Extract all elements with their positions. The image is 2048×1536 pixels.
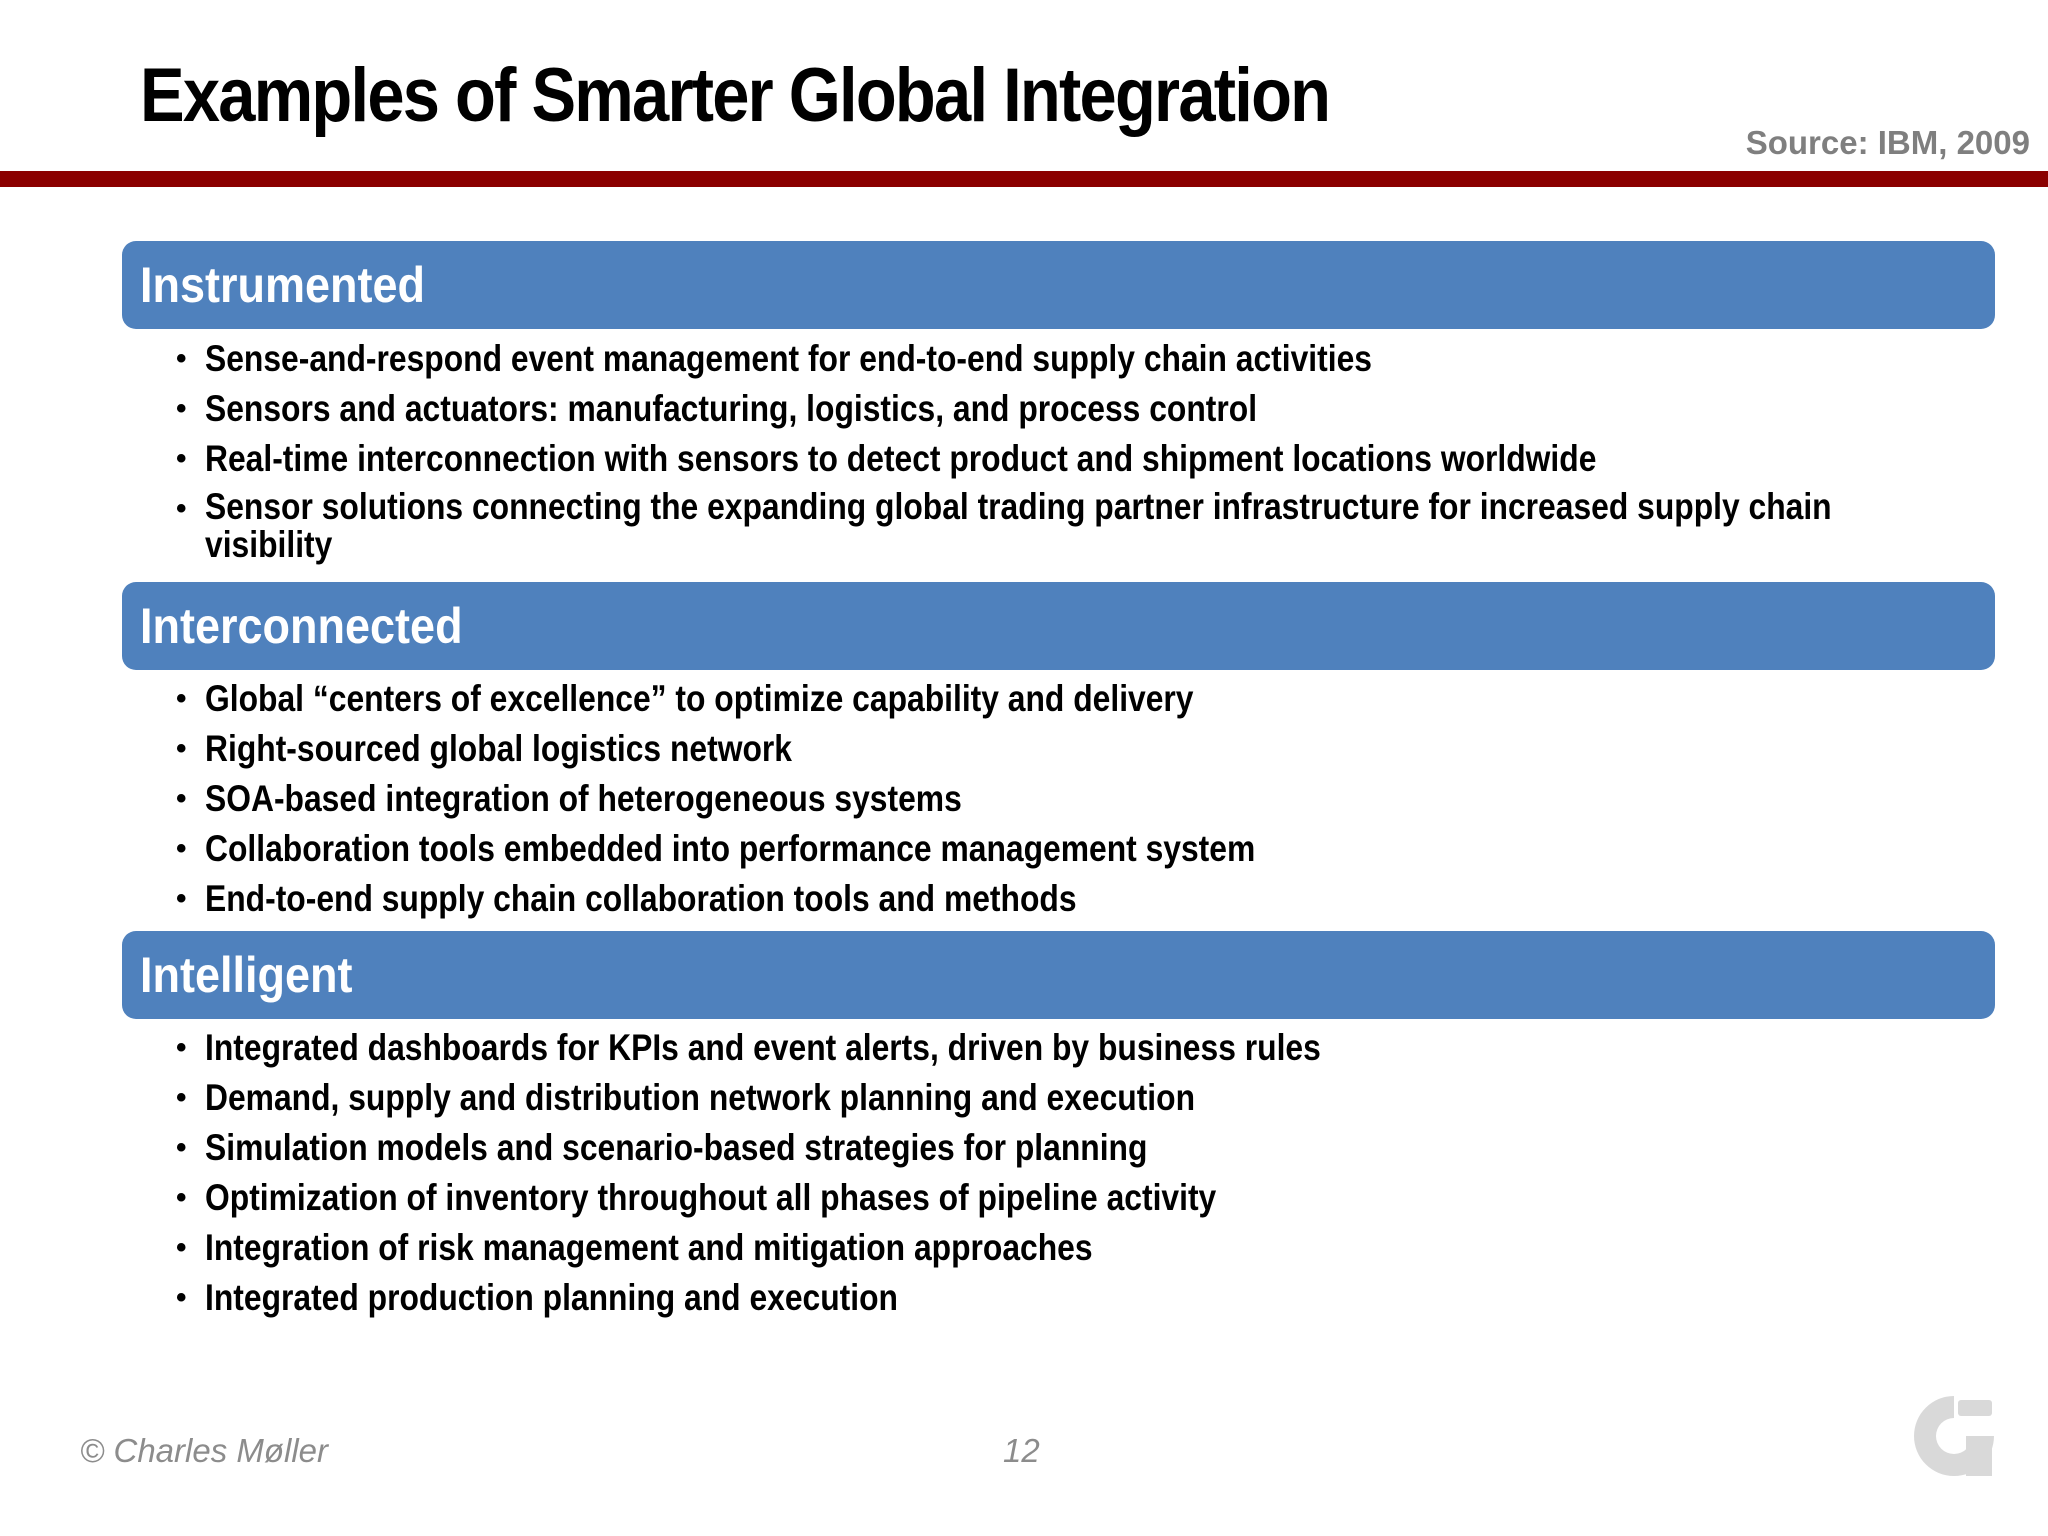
bullet-icon: • [176, 392, 187, 425]
section-label: Interconnected [140, 598, 463, 654]
list-item: • Integrated production planning and execution [176, 1277, 898, 1318]
bullet-icon: • [176, 1181, 187, 1214]
bullet-icon: • [176, 1081, 187, 1114]
bullet-icon: • [176, 1231, 187, 1264]
list-item: • Sensor solutions connecting the expanding global trading partner infrastructure for increased supply chain visibility [176, 486, 1832, 565]
list-item: • Integrated dashboards for KPIs and event alerts, driven by business rules [176, 1027, 1321, 1068]
list-item: • Sensors and actuators: manufacturing, logistics, and process control [176, 388, 1258, 429]
bullet-icon: • [176, 1281, 187, 1314]
bullet-icon: • [176, 882, 187, 915]
source-citation: Source: IBM, 2009 [1745, 124, 2030, 161]
bullet-icon: • [176, 832, 187, 865]
list-item: • Integration of risk management and mitigation approaches [176, 1227, 1093, 1268]
list-item: • Real-time interconnection with sensors to detect product and shipment locations worldwide [176, 438, 1597, 479]
list-item: • Global “centers of excellence” to optimize capability and delivery [176, 678, 1194, 719]
page-number: 12 [1003, 1432, 1040, 1469]
bullet-icon: • [176, 732, 187, 765]
footer-copyright: © Charles Møller [80, 1432, 329, 1469]
bullet-icon: • [176, 1131, 187, 1164]
list-item: • Simulation models and scenario-based strategies for planning [176, 1127, 1148, 1168]
bullet-list-intelligent [176, 1027, 1956, 1327]
bullet-icon: • [176, 492, 187, 525]
list-item: • SOA-based integration of heterogeneous systems [176, 778, 962, 819]
bullet-icon: • [176, 442, 187, 475]
list-item: • Collaboration tools embedded into performance management system [176, 828, 1256, 869]
university-logo-icon [1908, 1390, 2000, 1482]
bullet-icon: • [176, 342, 187, 375]
list-item: • Demand, supply and distribution network planning and execution [176, 1077, 1196, 1118]
slide-title: Examples of Smarter Global Integration [140, 53, 1330, 138]
bullet-icon: • [176, 682, 187, 715]
list-item: • End-to-end supply chain collaboration tools and methods [176, 878, 1077, 919]
bullet-list-interconnected [176, 678, 1956, 928]
section-header-intelligent [122, 931, 1995, 1019]
section-header-instrumented [122, 241, 1995, 329]
section-header-interconnected [122, 582, 1995, 670]
section-label: Instrumented [140, 257, 426, 313]
header-divider [0, 171, 2048, 187]
section-label: Intelligent [140, 947, 353, 1003]
bullet-list-instrumented [176, 338, 1956, 573]
list-item: • Optimization of inventory throughout all phases of pipeline activity [176, 1177, 1217, 1218]
bullet-icon: • [176, 1031, 187, 1064]
list-item: • Sense-and-respond event management for end-to-end supply chain activities [176, 338, 1372, 379]
bullet-icon: • [176, 782, 187, 815]
list-item: • Right-sourced global logistics network [176, 728, 792, 769]
